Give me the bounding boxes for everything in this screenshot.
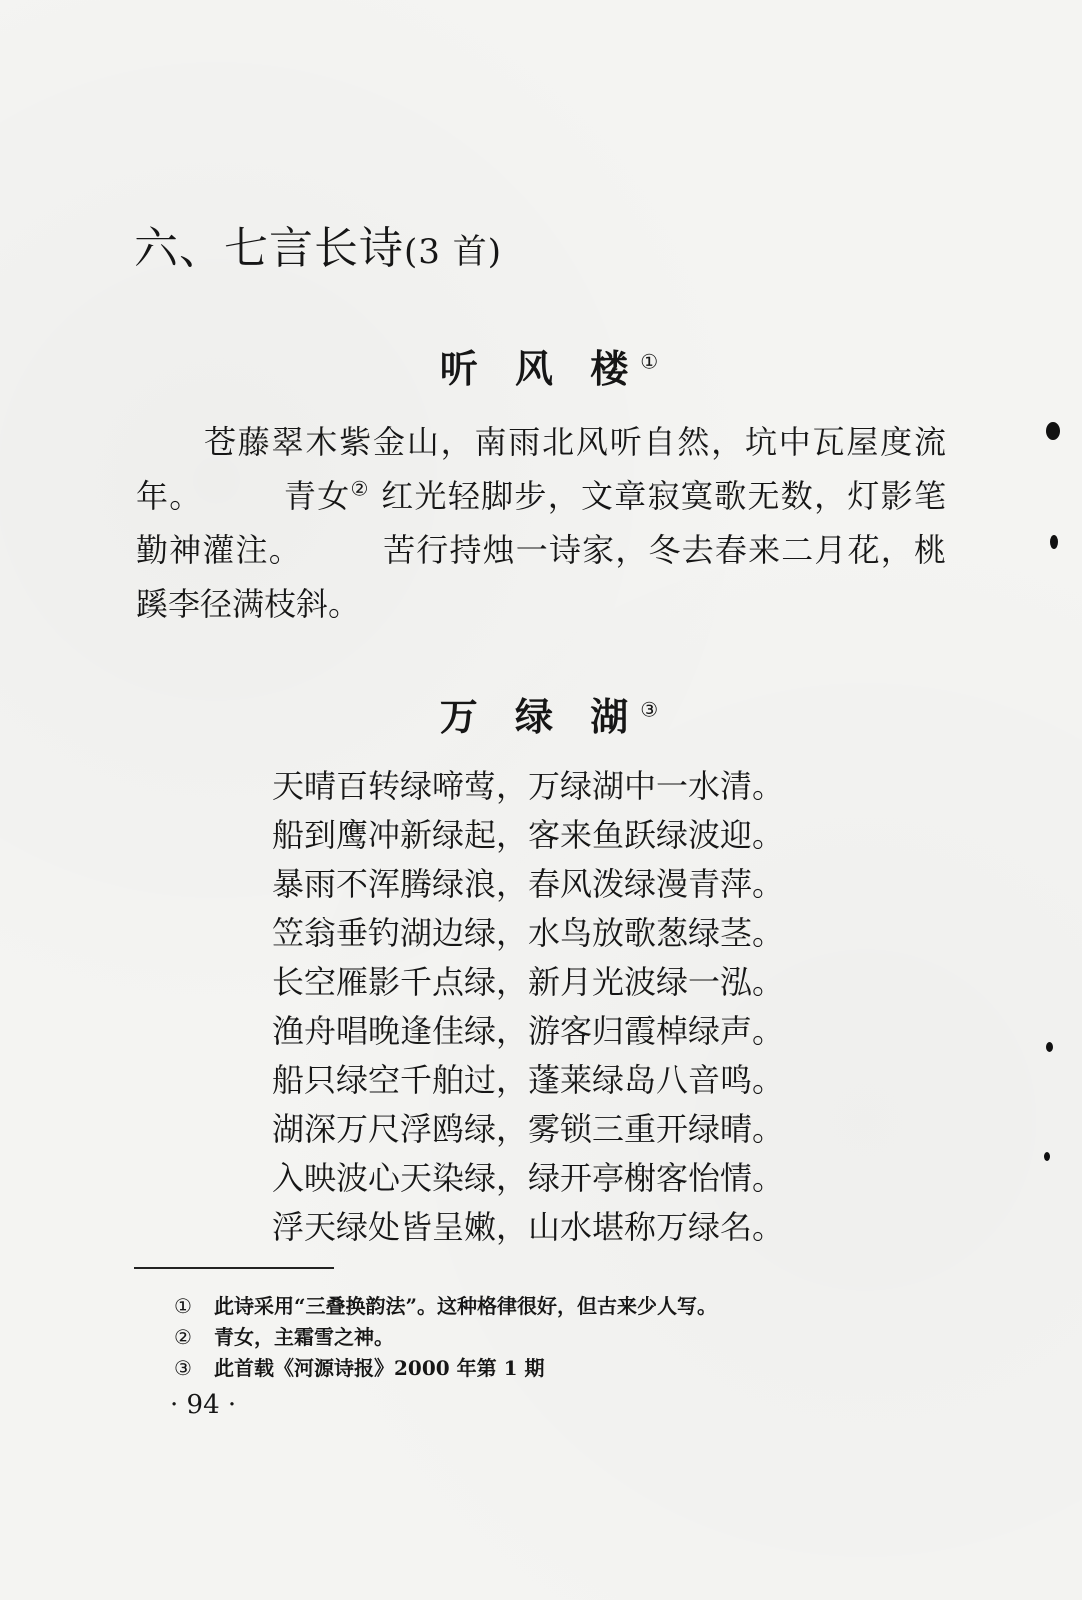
verse-line: 浮天绿处皆呈嫩，山水堪称万绿名。	[272, 1208, 785, 1246]
poem-title-tingfenglou	[0, 338, 1082, 393]
page-number: · 94 ·	[170, 1390, 237, 1420]
footnote-mark: ①	[174, 1294, 192, 1318]
footnote-item	[174, 1353, 717, 1384]
verse-line: 船只绿空千舶过，蓬莱绿岛八音鸣。	[272, 1061, 785, 1099]
footnote-text: 此诗采用“三叠换韵法”。这种格律很好，但古来少人写。	[214, 1294, 718, 1318]
footnote-item	[174, 1322, 717, 1353]
poem-title-text: 听 风 楼	[439, 346, 641, 391]
footnote-ref-2: ②	[350, 476, 370, 501]
poem-title-wanlvhu	[0, 686, 1082, 741]
poem-stanza-2-start: 青女	[282, 477, 351, 515]
footnote-text: 此首载《河源诗报》2000 年第 1 期	[214, 1356, 545, 1380]
footnote-text: 青女，主霜雪之神。	[214, 1325, 394, 1349]
poem-body-tingfenglou	[136, 415, 946, 631]
poem-body-wanlvhu	[272, 762, 784, 1252]
footnote-divider	[134, 1267, 334, 1269]
verse-line: 天晴百转绿啼莺，万绿湖中一水清。	[272, 767, 785, 805]
verse-line: 长空雁影千点绿，新月光波绿一泓。	[272, 963, 785, 1001]
footnotes	[174, 1291, 717, 1384]
poem-stanza-3: 苦行持烛一诗家，冬去春来二月花，桃蹊李径满枝斜。	[136, 531, 946, 623]
footnote-item	[174, 1291, 717, 1322]
section-heading	[134, 212, 502, 276]
verse-line: 暴雨不浑腾绿浪，春风泼绿漫青萍。	[272, 865, 785, 903]
verse-line: 船到鹰冲新绿起，客来鱼跃绿波迎。	[272, 816, 785, 854]
verse-line: 笠翁垂钓湖边绿，水鸟放歌葱绿茎。	[272, 914, 785, 952]
scan-speck	[1046, 422, 1060, 440]
verse-line: 渔舟唱晚逢佳绿，游客归霞棹绿声。	[272, 1012, 785, 1050]
footnote-mark: ②	[174, 1325, 192, 1349]
scan-speck	[1050, 535, 1058, 549]
verse-line: 入映波心天染绿，绿开亭榭客怡情。	[272, 1159, 785, 1197]
section-heading-text: 六、七言长诗	[134, 223, 404, 274]
scan-speck	[1044, 1152, 1050, 1161]
verse-line: 湖深万尺浮鸥绿，雾锁三重开绿晴。	[272, 1110, 785, 1148]
poem-paragraph	[136, 415, 946, 631]
poem-stanza-1: 苍藤翠木紫金山，南雨北风听自然，坑中瓦屋度流年。	[136, 423, 946, 515]
footnote-ref-3: ③	[640, 697, 659, 722]
poem-stanza-2-rest: 红光轻脚步，文章寂寞歌无数，灯影笔勤神灌注。	[136, 477, 946, 569]
poem-title-text: 万 绿 湖	[439, 694, 641, 739]
scan-speck	[1046, 1042, 1053, 1052]
footnote-ref-1: ①	[640, 349, 659, 374]
section-poem-count: (3 首)	[404, 232, 502, 272]
footnote-mark: ③	[174, 1356, 192, 1380]
